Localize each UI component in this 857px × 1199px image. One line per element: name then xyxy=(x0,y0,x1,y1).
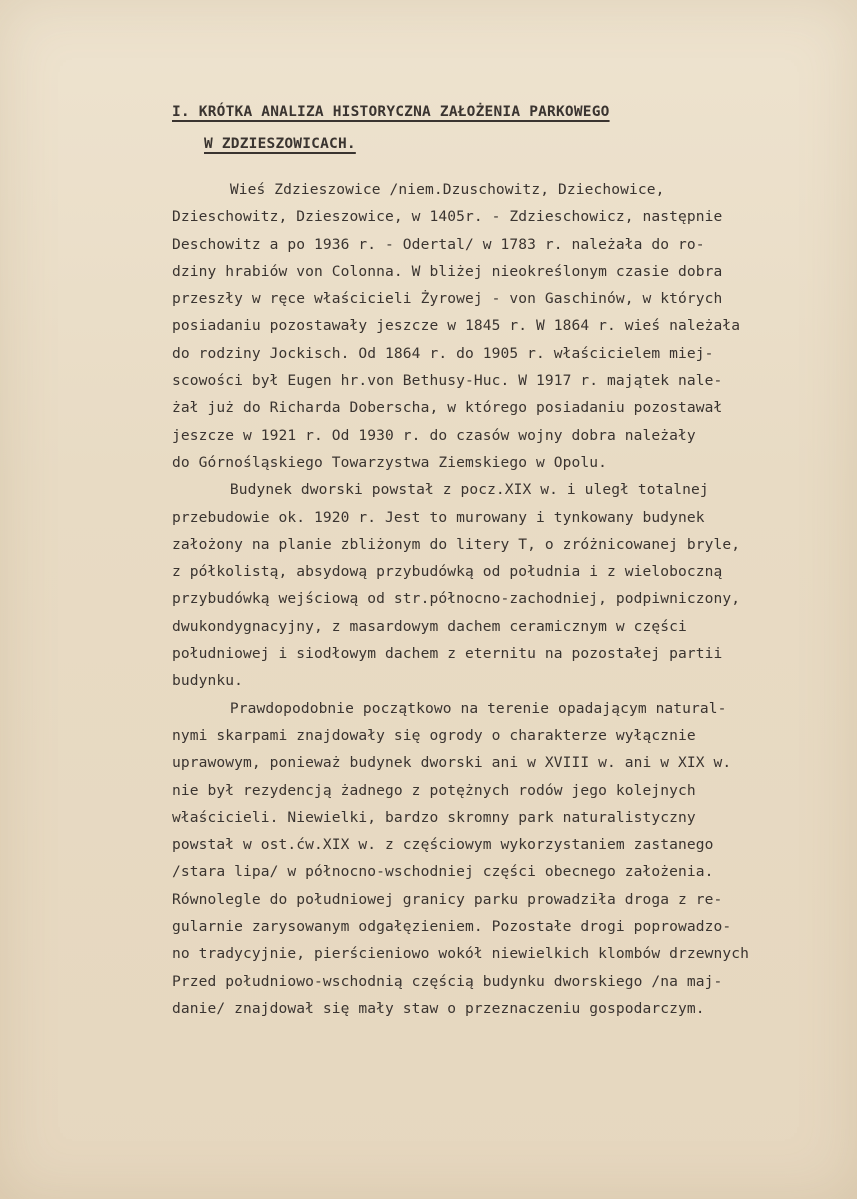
text-line: Wieś Zdzieszowice /niem.Dzuschowitz, Dziechowice, xyxy=(229,181,665,198)
text-line: no tradycyjnie, pierścieniowo wokół niewielkich klombów drzewnych xyxy=(172,945,750,963)
text-line: południowej i siodłowym dachem z eternitu na pozostałej partii xyxy=(172,645,723,663)
heading-line-1: I. KRÓTKA ANALIZA HISTORYCZNA ZAŁOŻENIA PARKOWEGO xyxy=(172,104,610,120)
text-line: Deschowitz a po 1936 r. - Odertal/ w 1783 r. należała do ro- xyxy=(172,235,705,253)
text-line: do rodziny Jockisch. Od 1864 r. do 1905 r. właścicielem miej- xyxy=(172,344,714,362)
text-line: posiadaniu pozostawały jeszcze w 1845 r. W 1864 r. wieś należała xyxy=(172,317,741,335)
text-line: właścicieli. Niewielki, bardzo skromny park naturalistyczny xyxy=(172,808,696,826)
text-line: Dzieschowitz, Dzieszowice, w 1405r. - Zdzieschowicz, następnie xyxy=(172,208,723,226)
text-line: założony na planie zbliżonym do litery T, o zróżnicowanej bryle, xyxy=(172,535,741,553)
text-line: Budynek dworski powstał z pocz.XIX w. i uległ totalnej xyxy=(229,481,709,499)
text-line: przybudówką wejściową od str.północno-zachodniej, podpiwniczony, xyxy=(172,590,741,608)
text-line: przebudowie ok. 1920 r. Jest to murowany i tynkowany budynek xyxy=(172,508,705,526)
text-line: żał już do Richarda Doberscha, w którego posiadaniu pozostawał xyxy=(172,399,723,417)
text-line: z półkolistą, absydową przybudówką od południa i z wieloboczną xyxy=(172,563,723,581)
text-line: Przed południowo-wschodnią częścią budynku dworskiego /na maj- xyxy=(172,972,723,990)
text-line: danie/ znajdował się mały staw o przeznaczeniu gospodarczym. xyxy=(172,999,705,1017)
text-line: budynku. xyxy=(172,672,244,690)
text-line: Prawdopodobnie początkowo na terenie opadającym natural- xyxy=(229,699,727,717)
body-text xyxy=(172,176,852,1022)
text-line: nymi skarpami znajdowały się ogrody o charakterze wyłącznie xyxy=(172,726,696,744)
heading-line-2: W ZDZIESZOWICACH. xyxy=(204,136,356,152)
text-line: uprawowym, ponieważ budynek dworski ani w XVIII w. ani w XIX w. xyxy=(172,754,732,772)
text-line: nie był rezydencją żadnego z potężnych rodów jego kolejnych xyxy=(172,781,696,799)
text-line: scowości był Eugen hr.von Bethusy-Huc. W 1917 r. majątek nale- xyxy=(172,372,723,390)
text-line: Równolegle do południowej granicy parku prowadziła droga z re- xyxy=(172,890,723,908)
text-line: przeszły w ręce właścicieli Żyrowej - von Gaschinów, w których xyxy=(172,290,723,308)
text-line: do Górnośląskiego Towarzystwa Ziemskiego w Opolu. xyxy=(172,453,608,471)
text-line: powstał w ost.ćw.XIX w. z częściowym wykorzystaniem zastanego xyxy=(172,836,714,854)
text-line: jeszcze w 1921 r. Od 1930 r. do czasów wojny dobra należały xyxy=(172,426,696,444)
text-line: /stara lipa/ w północno-wschodniej części obecnego założenia. xyxy=(172,863,714,881)
text-line: dwukondygnacyjny, z masardowym dachem ceramicznym w części xyxy=(172,617,687,635)
text-line: dziny hrabiów von Colonna. W bliżej nieokreślonym czasie dobra xyxy=(172,262,723,280)
section-heading xyxy=(172,96,610,160)
text-line: gularnie zarysowanym odgałęzieniem. Pozostałe drogi poprowadzo- xyxy=(172,918,732,936)
